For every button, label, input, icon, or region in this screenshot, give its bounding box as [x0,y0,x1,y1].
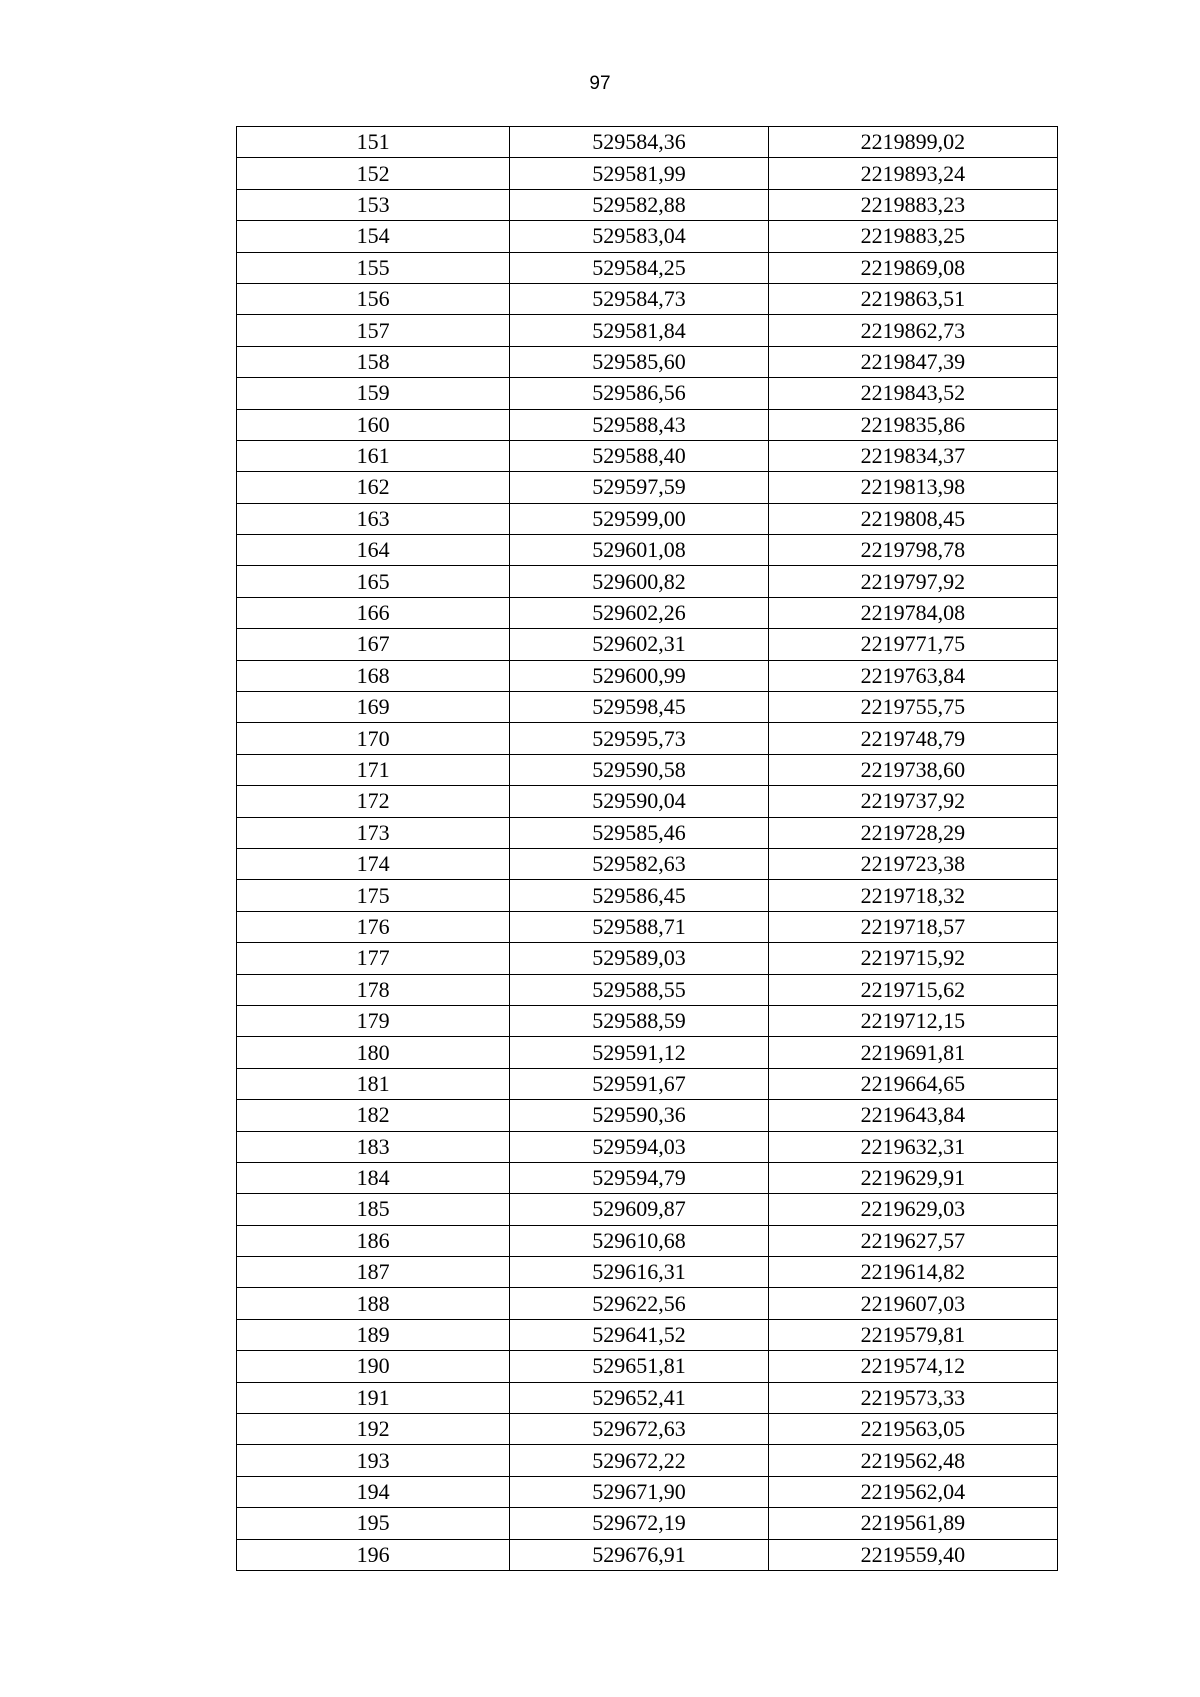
x-coordinate-cell: 529585,46 [510,817,768,848]
table-row [237,597,1058,628]
table-row [237,911,1058,942]
x-coordinate-cell: 529582,63 [510,848,768,879]
x-coordinate-cell: 529672,22 [510,1445,768,1476]
y-coordinate-cell: 2219728,29 [768,817,1057,848]
coordinates-table [236,126,1058,1571]
point-number-cell: 181 [237,1068,510,1099]
y-coordinate-cell: 2219862,73 [768,315,1057,346]
x-coordinate-cell: 529590,04 [510,786,768,817]
point-number-cell: 158 [237,346,510,377]
point-number-cell: 174 [237,848,510,879]
y-coordinate-cell: 2219771,75 [768,629,1057,660]
table-row [237,252,1058,283]
x-coordinate-cell: 529594,03 [510,1131,768,1162]
y-coordinate-cell: 2219798,78 [768,535,1057,566]
point-number-cell: 177 [237,943,510,974]
y-coordinate-cell: 2219561,89 [768,1508,1057,1539]
y-coordinate-cell: 2219847,39 [768,346,1057,377]
table-row [237,1037,1058,1068]
x-coordinate-cell: 529600,99 [510,660,768,691]
y-coordinate-cell: 2219843,52 [768,378,1057,409]
x-coordinate-cell: 529591,67 [510,1068,768,1099]
table-row [237,629,1058,660]
point-number-cell: 191 [237,1382,510,1413]
table-row [237,127,1058,158]
y-coordinate-cell: 2219763,84 [768,660,1057,691]
x-coordinate-cell: 529597,59 [510,472,768,503]
table-row [237,1194,1058,1225]
x-coordinate-cell: 529588,59 [510,1005,768,1036]
y-coordinate-cell: 2219579,81 [768,1319,1057,1350]
x-coordinate-cell: 529584,25 [510,252,768,283]
point-number-cell: 185 [237,1194,510,1225]
point-number-cell: 157 [237,315,510,346]
y-coordinate-cell: 2219748,79 [768,723,1057,754]
point-number-cell: 182 [237,1100,510,1131]
point-number-cell: 160 [237,409,510,440]
x-coordinate-cell: 529600,82 [510,566,768,597]
x-coordinate-cell: 529622,56 [510,1288,768,1319]
y-coordinate-cell: 2219869,08 [768,252,1057,283]
point-number-cell: 170 [237,723,510,754]
table-row [237,440,1058,471]
x-coordinate-cell: 529584,36 [510,127,768,158]
point-number-cell: 165 [237,566,510,597]
y-coordinate-cell: 2219723,38 [768,848,1057,879]
x-coordinate-cell: 529588,71 [510,911,768,942]
table-row [237,786,1058,817]
point-number-cell: 161 [237,440,510,471]
table-row [237,692,1058,723]
table-row [237,1476,1058,1507]
table-row [237,1100,1058,1131]
x-coordinate-cell: 529589,03 [510,943,768,974]
point-number-cell: 188 [237,1288,510,1319]
x-coordinate-cell: 529584,73 [510,283,768,314]
y-coordinate-cell: 2219883,25 [768,221,1057,252]
table-row [237,817,1058,848]
table-row [237,535,1058,566]
table-row [237,1351,1058,1382]
y-coordinate-cell: 2219563,05 [768,1414,1057,1445]
table-row [237,754,1058,785]
x-coordinate-cell: 529598,45 [510,692,768,723]
y-coordinate-cell: 2219607,03 [768,1288,1057,1319]
y-coordinate-cell: 2219627,57 [768,1225,1057,1256]
x-coordinate-cell: 529595,73 [510,723,768,754]
point-number-cell: 173 [237,817,510,848]
table-row [237,1005,1058,1036]
y-coordinate-cell: 2219893,24 [768,158,1057,189]
x-coordinate-cell: 529591,12 [510,1037,768,1068]
y-coordinate-cell: 2219715,92 [768,943,1057,974]
point-number-cell: 184 [237,1162,510,1193]
x-coordinate-cell: 529588,43 [510,409,768,440]
point-number-cell: 171 [237,754,510,785]
point-number-cell: 190 [237,1351,510,1382]
y-coordinate-cell: 2219562,48 [768,1445,1057,1476]
y-coordinate-cell: 2219883,23 [768,189,1057,220]
table-row [237,880,1058,911]
x-coordinate-cell: 529609,87 [510,1194,768,1225]
x-coordinate-cell: 529585,60 [510,346,768,377]
table-row [237,1225,1058,1256]
x-coordinate-cell: 529581,99 [510,158,768,189]
point-number-cell: 163 [237,503,510,534]
point-number-cell: 189 [237,1319,510,1350]
table-row [237,1319,1058,1350]
y-coordinate-cell: 2219691,81 [768,1037,1057,1068]
y-coordinate-cell: 2219629,91 [768,1162,1057,1193]
point-number-cell: 169 [237,692,510,723]
point-number-cell: 164 [237,535,510,566]
x-coordinate-cell: 529616,31 [510,1257,768,1288]
y-coordinate-cell: 2219863,51 [768,283,1057,314]
y-coordinate-cell: 2219899,02 [768,127,1057,158]
point-number-cell: 180 [237,1037,510,1068]
x-coordinate-cell: 529610,68 [510,1225,768,1256]
point-number-cell: 195 [237,1508,510,1539]
point-number-cell: 196 [237,1539,510,1570]
x-coordinate-cell: 529671,90 [510,1476,768,1507]
point-number-cell: 152 [237,158,510,189]
y-coordinate-cell: 2219797,92 [768,566,1057,597]
x-coordinate-cell: 529590,36 [510,1100,768,1131]
y-coordinate-cell: 2219573,33 [768,1382,1057,1413]
y-coordinate-cell: 2219559,40 [768,1539,1057,1570]
x-coordinate-cell: 529586,45 [510,880,768,911]
table-row [237,566,1058,597]
x-coordinate-cell: 529652,41 [510,1382,768,1413]
point-number-cell: 175 [237,880,510,911]
y-coordinate-cell: 2219632,31 [768,1131,1057,1162]
table-row [237,189,1058,220]
point-number-cell: 176 [237,911,510,942]
x-coordinate-cell: 529602,26 [510,597,768,628]
table-row [237,1445,1058,1476]
x-coordinate-cell: 529586,56 [510,378,768,409]
table-row [237,1131,1058,1162]
x-coordinate-cell: 529594,79 [510,1162,768,1193]
x-coordinate-cell: 529672,19 [510,1508,768,1539]
table-row [237,974,1058,1005]
point-number-cell: 192 [237,1414,510,1445]
table-row [237,1508,1058,1539]
point-number-cell: 168 [237,660,510,691]
y-coordinate-cell: 2219664,65 [768,1068,1057,1099]
table-row [237,221,1058,252]
y-coordinate-cell: 2219712,15 [768,1005,1057,1036]
table-row [237,472,1058,503]
point-number-cell: 166 [237,597,510,628]
table-row [237,1382,1058,1413]
x-coordinate-cell: 529588,55 [510,974,768,1005]
table-row [237,346,1058,377]
x-coordinate-cell: 529676,91 [510,1539,768,1570]
point-number-cell: 153 [237,189,510,220]
table-row [237,1162,1058,1193]
x-coordinate-cell: 529641,52 [510,1319,768,1350]
table-row [237,409,1058,440]
y-coordinate-cell: 2219643,84 [768,1100,1057,1131]
y-coordinate-cell: 2219718,57 [768,911,1057,942]
table-row [237,158,1058,189]
table-row [237,723,1058,754]
point-number-cell: 154 [237,221,510,252]
point-number-cell: 178 [237,974,510,1005]
y-coordinate-cell: 2219562,04 [768,1476,1057,1507]
table-row [237,1257,1058,1288]
y-coordinate-cell: 2219715,62 [768,974,1057,1005]
point-number-cell: 187 [237,1257,510,1288]
point-number-cell: 194 [237,1476,510,1507]
x-coordinate-cell: 529651,81 [510,1351,768,1382]
y-coordinate-cell: 2219718,32 [768,880,1057,911]
coordinates-table-body [237,127,1058,1571]
table-row [237,315,1058,346]
point-number-cell: 159 [237,378,510,409]
x-coordinate-cell: 529599,00 [510,503,768,534]
point-number-cell: 151 [237,127,510,158]
y-coordinate-cell: 2219737,92 [768,786,1057,817]
x-coordinate-cell: 529583,04 [510,221,768,252]
y-coordinate-cell: 2219808,45 [768,503,1057,534]
table-row [237,848,1058,879]
x-coordinate-cell: 529581,84 [510,315,768,346]
y-coordinate-cell: 2219813,98 [768,472,1057,503]
x-coordinate-cell: 529582,88 [510,189,768,220]
table-row [237,503,1058,534]
point-number-cell: 179 [237,1005,510,1036]
y-coordinate-cell: 2219629,03 [768,1194,1057,1225]
x-coordinate-cell: 529590,58 [510,754,768,785]
x-coordinate-cell: 529602,31 [510,629,768,660]
y-coordinate-cell: 2219834,37 [768,440,1057,471]
point-number-cell: 156 [237,283,510,314]
y-coordinate-cell: 2219784,08 [768,597,1057,628]
table-row [237,660,1058,691]
y-coordinate-cell: 2219738,60 [768,754,1057,785]
table-row [237,378,1058,409]
table-row [237,1288,1058,1319]
y-coordinate-cell: 2219835,86 [768,409,1057,440]
y-coordinate-cell: 2219614,82 [768,1257,1057,1288]
point-number-cell: 183 [237,1131,510,1162]
table-row [237,943,1058,974]
table-row [237,1068,1058,1099]
point-number-cell: 167 [237,629,510,660]
point-number-cell: 186 [237,1225,510,1256]
y-coordinate-cell: 2219755,75 [768,692,1057,723]
x-coordinate-cell: 529601,08 [510,535,768,566]
x-coordinate-cell: 529672,63 [510,1414,768,1445]
point-number-cell: 172 [237,786,510,817]
table-row [237,1539,1058,1570]
table-row [237,283,1058,314]
x-coordinate-cell: 529588,40 [510,440,768,471]
table-row [237,1414,1058,1445]
point-number-cell: 155 [237,252,510,283]
point-number-cell: 162 [237,472,510,503]
y-coordinate-cell: 2219574,12 [768,1351,1057,1382]
point-number-cell: 193 [237,1445,510,1476]
page-number: 97 [589,73,611,94]
